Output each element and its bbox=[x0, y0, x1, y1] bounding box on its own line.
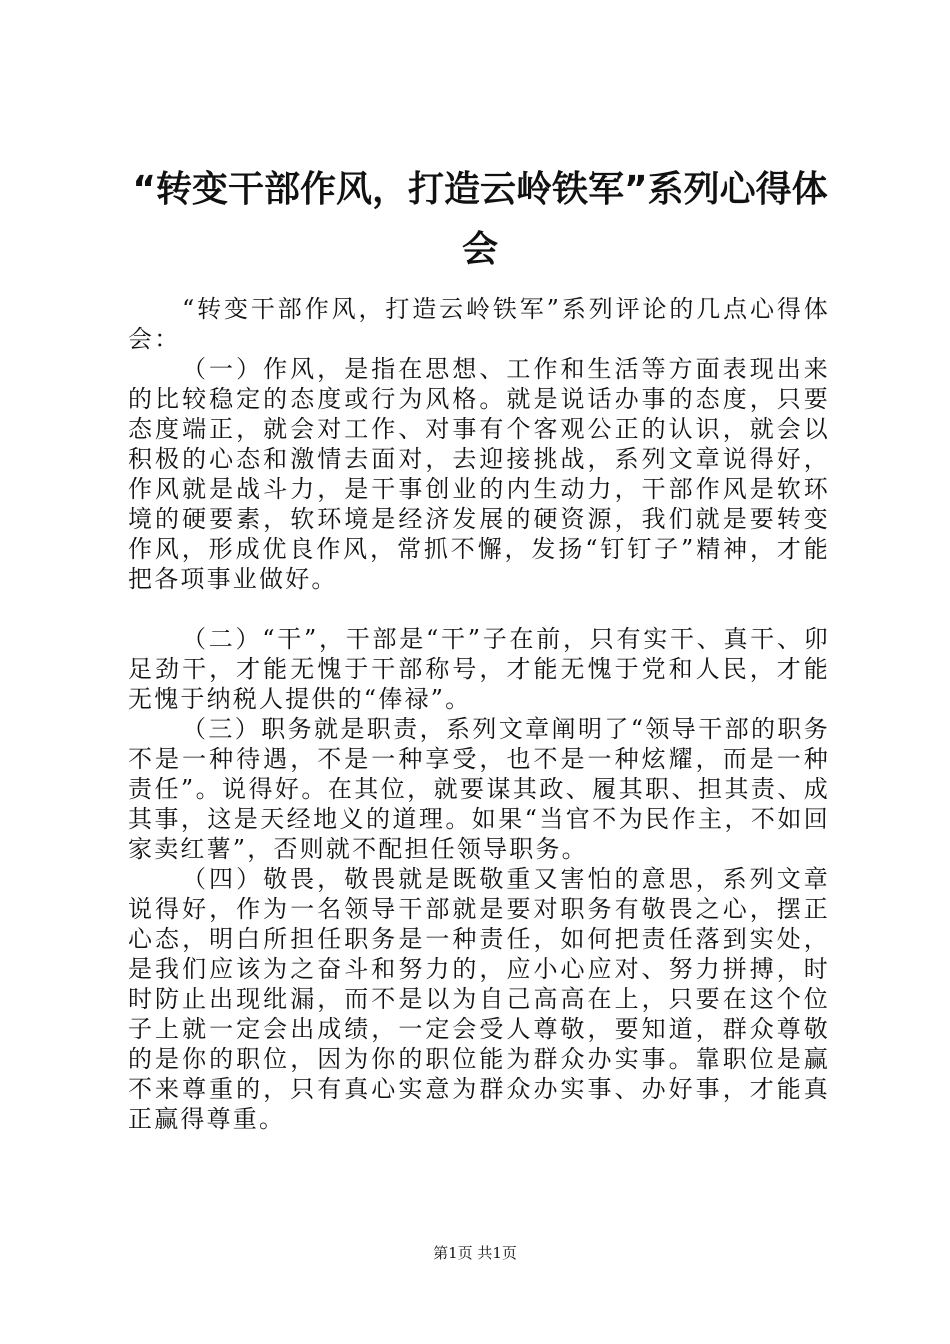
paragraph-1: （一）作风，是指在思想、工作和生活等方面表现出来的比较稳定的态度或行为风格。就是说话办事的态度，只要态度端正，就会对工作、对事有个客观公正的认识，就会以积极的心态和激情去面对，去迎接挑战，系列文章说得好，作风就是战斗力，是干事创业的内生动力，干部作风是软环境的硬要素，软环境是经济发展的硬资源，我们就是要转变作风，形成优良作风，常抓不懈，发扬“钉钉子”精神，才能把各项事业做好。 bbox=[128, 355, 830, 593]
paragraph-4: （四）敬畏，敬畏就是既敬重又害怕的意思，系列文章说得好，作为一名领导干部就是要对职务有敬畏之心，摆正心态，明白所担任职务是一种责任，如何把责任落到实处，是我们应该为之奋斗和努力的，应小心应对、努力拼搏，时时防止出现纰漏，而不是以为自己高高在上，只要在这个位子上就一定会出成绩，一定会受人尊敬，要知道，群众尊敬的是你的职位，因为你的职位能为群众办实事。靠职位是赢不来尊重的，只有真心实意为群众办实事、办好事，才能真正赢得尊重。 bbox=[128, 865, 830, 1133]
page-number-footer: 第1页 共1页 bbox=[433, 1244, 517, 1262]
intro-paragraph: “转变干部作风，打造云岭铁军”系列评论的几点心得体会： bbox=[128, 295, 830, 353]
paragraph-2: （二）“干”，干部是“干”子在前，只有实干、真干、卯足劲干，才能无愧于干部称号，才能无愧于党和人民，才能无愧于纳税人提供的“俸禄”。 bbox=[128, 625, 830, 713]
document-title: “转变干部作风，打造云岭铁军”系列心得体会 bbox=[132, 169, 828, 270]
paragraph-3: （三）职务就是职责，系列文章阐明了“领导干部的职务不是一种待遇，不是一种享受，也不是一种炫耀，而是一种责任”。说得好。在其位，就要谋其政、履其职、担其责、成其事，这是天经地义的道理。如果“当官不为民作主，不如回家卖红薯”，否则就不配担任领导职务。 bbox=[128, 715, 830, 863]
document-body bbox=[128, 294, 830, 1134]
